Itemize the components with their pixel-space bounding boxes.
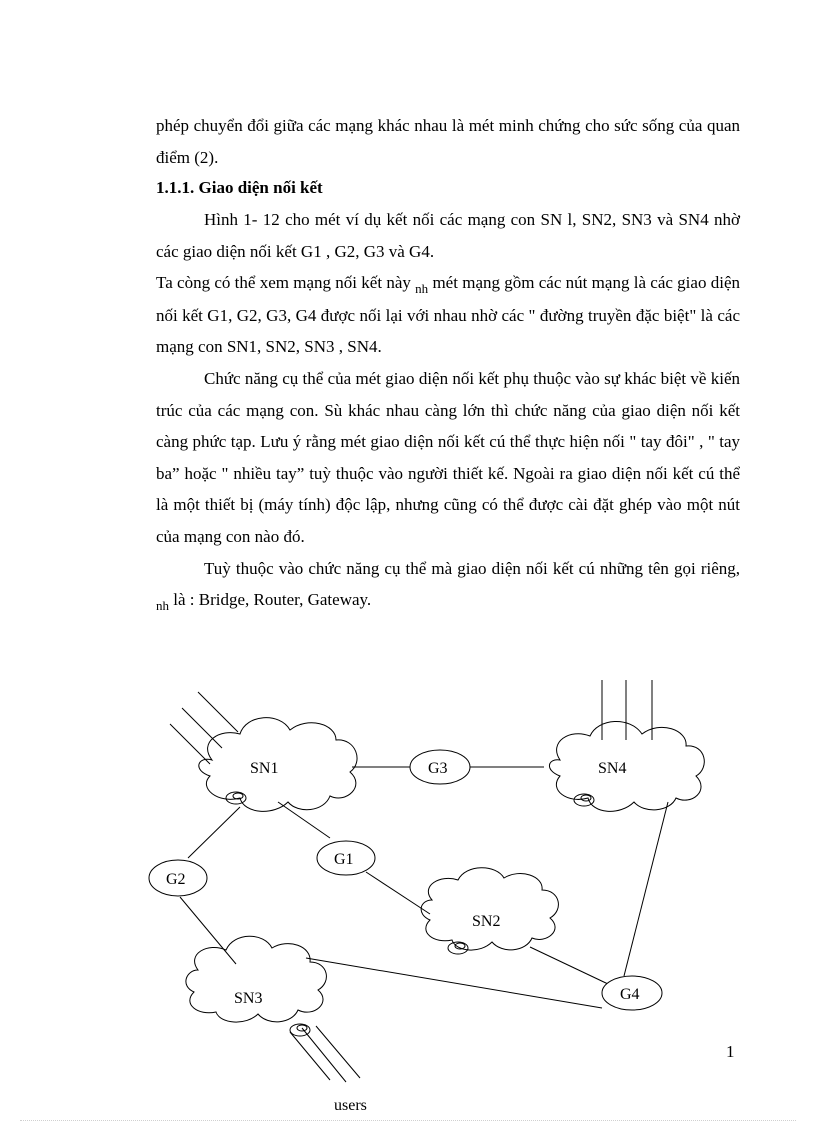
label-g4: G4 <box>620 986 640 1003</box>
section-number: 1.1.1. <box>156 178 195 197</box>
label-g3: G3 <box>428 760 448 777</box>
label-sn4: SN4 <box>598 760 627 777</box>
section-title: Giao diện nối kết <box>198 178 323 197</box>
link-sn4-g4 <box>624 802 668 976</box>
sn1-terminal-icon <box>226 792 246 804</box>
p2-text-start: Ta còng có thể xem mạng nối kết này <box>156 273 411 293</box>
label-sn2: SN2 <box>472 913 501 930</box>
network-diagram <box>140 672 720 1122</box>
p4-text-end: là : Bridge, Router, Gateway. <box>173 590 372 610</box>
paragraph-names <box>156 553 740 617</box>
p4-text-first: Tuỳ thuộc vào chức năng cụ thể mà giao diện nối kết cú những tên <box>204 558 669 578</box>
link-sn2-g4 <box>530 947 608 984</box>
sn3-user-line-1 <box>290 1032 330 1080</box>
link-sn1-g1 <box>278 802 330 838</box>
label-g2: G2 <box>166 871 186 888</box>
paragraph-figure-intro: Hình 1- 12 cho mét ví dụ kết nối các mạng con SN l, SN2, SN3 và SN4 nhờ các giao diện nối kết G1 , G2, G3 và G4. <box>156 210 740 261</box>
intro-paragraph: phép chuyển đổi giữa các mạng khác nhau là mét minh chứng cho sức sống của quan điểm (2). <box>156 116 740 167</box>
paragraph-network-view <box>156 267 740 363</box>
link-g1-sn2 <box>366 872 430 914</box>
sn4-terminal-icon <box>574 794 594 806</box>
sn1-user-line-3 <box>198 692 238 732</box>
p4-small-text: nh <box>156 598 169 614</box>
label-sn1: SN1 <box>250 760 279 777</box>
subnet-sn4-cloud <box>549 721 704 811</box>
sn2-terminal-icon <box>448 942 468 954</box>
sn4-terminal-inner <box>581 795 591 801</box>
label-sn3: SN3 <box>234 990 263 1007</box>
paragraph-function: Chức năng cụ thể của mét giao diện nối kết phụ thuộc vào sự khác biệt về kiến trúc của các mạng con. Sù khác nhau càng lớn thì chức năng của giao diện nối kết càng phức tạp. Lưu ý rằng mét giao diện nối kết cú thể thực hiện nối " tay đôi" , " tay ba” hoặc " nhiều tay” tuỳ thuộc vào người thiết kế. Ngoài ra giao diện nối kết cú thể là một thiết bị (máy tính) độc lập, nhưng cũng có thể được cài đặt ghép vào một nút của mạng con nào đó. <box>156 368 740 546</box>
body-block <box>156 204 740 617</box>
sn3-user-line-3 <box>316 1026 360 1078</box>
link-sn1-g2 <box>188 807 240 858</box>
intro-block <box>156 110 740 173</box>
label-g1: G1 <box>334 851 354 868</box>
section-heading <box>156 178 323 198</box>
page-number: 1 <box>726 1042 735 1061</box>
subnet-sn2-cloud <box>421 868 558 950</box>
p2-small-text: nh <box>415 281 429 297</box>
p4-text-before: gọi riêng, <box>674 558 740 578</box>
sn3-terminal-icon <box>290 1024 310 1036</box>
footer-divider <box>20 1120 796 1121</box>
p2-text-end: mét mạng gồm các nút mạng là các giao diện nối kết G1, G2, G3, G4 được nối lại với nhau nhờ các " đường truyền đặc biệt" là các mạng con SN1, SN2, SN3 , SN4. <box>156 273 740 357</box>
label-users: users <box>334 1097 367 1114</box>
link-g2-sn3 <box>180 897 236 964</box>
link-sn3-g4 <box>306 958 602 1008</box>
subnet-sn3-cloud <box>186 936 327 1022</box>
